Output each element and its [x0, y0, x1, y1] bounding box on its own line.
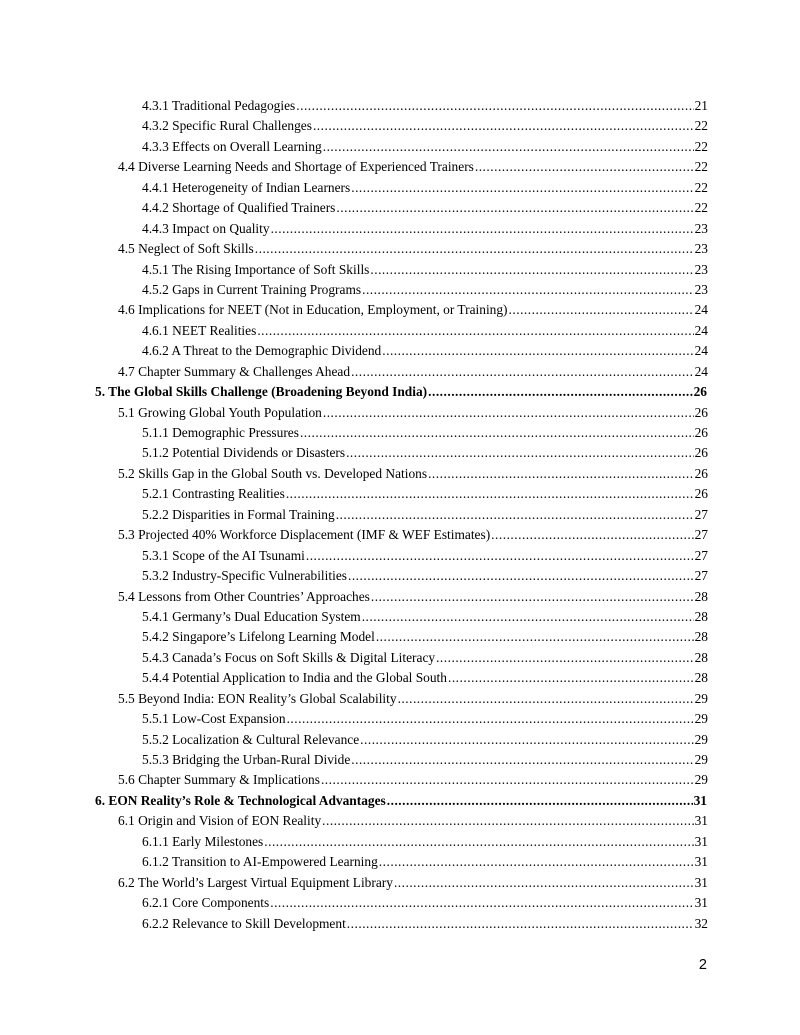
toc-entry-title: 5.5.3 Bridging the Urban-Rural Divide	[142, 752, 351, 767]
toc-entry[interactable]	[95, 791, 707, 811]
toc-entry-page-number: 28	[694, 608, 708, 624]
toc-entry[interactable]	[142, 137, 708, 157]
toc-entry-page-number: 23	[694, 220, 708, 236]
toc-entry-page-number: 22	[694, 200, 708, 216]
toc-entry-title: 4.6 Implications for NEET (Not in Education, Employment, or Training)	[118, 302, 508, 318]
toc-entry-page-number: 31	[693, 792, 707, 808]
dot-leader	[491, 525, 693, 545]
dot-leader	[346, 443, 694, 463]
dot-leader	[448, 668, 694, 688]
toc-entry-title: 6. EON Reality’s Role & Technological Advantages	[95, 792, 386, 808]
dot-leader	[336, 505, 694, 525]
toc-entry-page-number: 28	[694, 649, 708, 665]
dot-leader	[323, 137, 694, 157]
toc-entry[interactable]	[142, 832, 708, 852]
dot-leader	[270, 893, 693, 913]
toc-entry[interactable]	[118, 873, 708, 893]
dot-leader	[376, 627, 694, 647]
dot-leader	[287, 709, 694, 729]
dot-leader	[394, 873, 694, 893]
toc-entry[interactable]	[118, 770, 708, 790]
toc-entry-title: 5.2 Skills Gap in the Global South vs. Developed Nations	[118, 465, 428, 481]
toc-entry-title: 6.1 Origin and Vision of EON Reality	[118, 813, 322, 829]
toc-entry-title: 6.2.2 Relevance to Skill Development	[142, 915, 346, 931]
toc-entry-title: 4.3.1 Traditional Pedagogies	[142, 98, 296, 113]
table-of-contents	[0, 96, 800, 934]
dot-leader	[475, 157, 694, 177]
dot-leader	[296, 96, 693, 116]
toc-entry-title: 5.5.1 Low-Cost Expansion	[142, 711, 286, 727]
dot-leader	[313, 116, 694, 136]
toc-entry-page-number: 24	[694, 343, 708, 359]
toc-entry[interactable]	[142, 96, 708, 116]
toc-entry-page-number: 31	[694, 895, 708, 911]
toc-entry-title: 4.5.2 Gaps in Current Training Programs	[142, 281, 362, 297]
toc-entry-page-number: 26	[694, 445, 708, 461]
toc-entry-page-number: 23	[694, 241, 708, 257]
toc-entry-title: 6.1.2 Transition to AI-Empowered Learning	[142, 854, 378, 870]
toc-entry[interactable]	[142, 546, 708, 566]
toc-entry-page-number: 23	[694, 261, 708, 277]
toc-entry-page-number: 26	[694, 404, 708, 420]
toc-entry-page-number: 29	[694, 752, 708, 767]
toc-entry[interactable]	[142, 443, 708, 463]
dot-leader	[509, 300, 694, 320]
toc-entry-title: 5.5.2 Localization & Cultural Relevance	[142, 731, 360, 747]
toc-entry-title: 5.4 Lessons from Other Countries’ Approaches	[118, 588, 370, 604]
toc-entry-title: 5.3.2 Industry-Specific Vulnerabilities	[142, 568, 347, 584]
toc-entry-title: 5.4.1 Germany’s Dual Education System	[142, 608, 361, 624]
dot-leader	[286, 484, 694, 504]
toc-entry[interactable]	[118, 403, 708, 423]
toc-entry-page-number: 27	[694, 506, 708, 522]
toc-entry-page-number: 28	[694, 629, 708, 645]
toc-entry[interactable]	[118, 689, 708, 709]
toc-entry[interactable]	[142, 566, 708, 586]
dot-leader	[362, 280, 694, 300]
dot-leader	[255, 239, 694, 259]
toc-entry[interactable]	[95, 382, 707, 402]
dot-leader	[264, 832, 693, 852]
toc-entry[interactable]	[118, 587, 708, 607]
toc-entry[interactable]	[142, 505, 708, 525]
toc-entry-page-number: 29	[694, 731, 708, 747]
toc-entry-page-number: 32	[694, 915, 708, 931]
toc-entry[interactable]	[142, 607, 708, 627]
toc-entry[interactable]	[142, 260, 708, 280]
dot-leader	[436, 648, 694, 668]
dot-leader	[348, 566, 694, 586]
dot-leader	[428, 464, 694, 484]
toc-entry-page-number: 28	[694, 588, 708, 604]
toc-entry[interactable]	[142, 750, 708, 770]
toc-entry-title: 5.2.2 Disparities in Formal Training	[142, 506, 335, 522]
toc-entry[interactable]	[142, 668, 708, 688]
toc-entry-page-number: 26	[694, 486, 708, 502]
toc-entry-page-number: 29	[694, 711, 708, 727]
toc-entry[interactable]	[142, 709, 708, 729]
toc-entry[interactable]	[118, 811, 708, 831]
toc-entry-title: 5.4.4 Potential Application to India and the Global South	[142, 670, 447, 686]
toc-entry-page-number: 28	[694, 670, 708, 686]
toc-entry[interactable]	[118, 525, 708, 545]
toc-entry-title: 4.5.1 The Rising Importance of Soft Skills	[142, 261, 370, 277]
toc-entry-title: 4.3.2 Specific Rural Challenges	[142, 118, 312, 134]
toc-entry-page-number: 26	[693, 384, 707, 400]
toc-entry-page-number: 24	[694, 363, 708, 379]
toc-entry-title: 5.6 Chapter Summary & Implications	[118, 772, 320, 788]
dot-leader	[351, 362, 694, 382]
toc-entry-page-number: 31	[694, 854, 708, 870]
toc-entry-title: 4.4 Diverse Learning Needs and Shortage of Experienced Trainers	[118, 159, 474, 175]
toc-entry-page-number: 31	[694, 833, 708, 849]
toc-entry-page-number: 22	[694, 118, 708, 134]
toc-entry[interactable]	[142, 627, 708, 647]
toc-entry-page-number: 27	[694, 568, 708, 584]
toc-entry-title: 4.4.3 Impact on Quality	[142, 220, 270, 236]
dot-leader	[323, 403, 694, 423]
dot-leader	[428, 382, 692, 402]
toc-entry[interactable]	[142, 198, 708, 218]
toc-entry-title: 5. The Global Skills Challenge (Broadening Beyond India)	[95, 384, 428, 400]
toc-entry-title: 5.1 Growing Global Youth Population	[118, 404, 322, 420]
dot-leader	[370, 260, 693, 280]
toc-entry[interactable]	[118, 239, 708, 259]
dot-leader	[321, 770, 694, 790]
toc-entry[interactable]	[142, 341, 708, 361]
toc-entry-page-number: 29	[694, 772, 708, 788]
toc-entry-page-number: 22	[694, 138, 708, 154]
toc-entry-title: 4.4.1 Heterogeneity of Indian Learners	[142, 179, 351, 195]
toc-entry-title: 5.4.2 Singapore’s Lifelong Learning Model	[142, 629, 375, 645]
toc-entry-page-number: 27	[694, 547, 708, 563]
toc-entry[interactable]	[142, 484, 708, 504]
toc-entry-title: 5.1.1 Demographic Pressures	[142, 425, 299, 440]
toc-entry-title: 5.5 Beyond India: EON Reality’s Global Scalability	[118, 690, 397, 706]
page-number: 2	[698, 957, 707, 973]
toc-entry-title: 4.4.2 Shortage of Qualified Trainers	[142, 200, 336, 216]
toc-entry[interactable]	[118, 157, 708, 177]
toc-entry-title: 5.4.3 Canada’s Focus on Soft Skills & Digital Literacy	[142, 649, 436, 665]
toc-entry[interactable]	[118, 464, 708, 484]
dot-leader	[271, 219, 694, 239]
dot-leader	[347, 914, 694, 934]
toc-entry[interactable]	[118, 300, 708, 320]
dot-leader	[371, 587, 694, 607]
toc-entry-page-number: 31	[694, 874, 708, 890]
dot-leader	[336, 198, 693, 218]
toc-entry-page-number: 21	[694, 98, 708, 113]
toc-entry[interactable]	[142, 280, 708, 300]
toc-entry-title: 4.7 Chapter Summary & Challenges Ahead	[118, 363, 351, 379]
toc-entry[interactable]	[142, 648, 708, 668]
toc-entry-page-number: 29	[694, 690, 708, 706]
toc-entry-page-number: 31	[694, 813, 708, 829]
dot-leader	[362, 607, 694, 627]
toc-entry-page-number: 26	[694, 425, 708, 440]
toc-entry-title: 4.6.1 NEET Realities	[142, 322, 257, 338]
toc-entry-title: 6.1.1 Early Milestones	[142, 833, 264, 849]
toc-entry-page-number: 22	[694, 179, 708, 195]
toc-entry-title: 4.6.2 A Threat to the Demographic Dividend	[142, 343, 382, 359]
toc-entry[interactable]	[118, 362, 708, 382]
toc-entry-page-number: 24	[694, 322, 708, 338]
dot-leader	[382, 341, 693, 361]
toc-entry[interactable]	[142, 423, 708, 443]
toc-entry[interactable]	[142, 893, 708, 913]
toc-entry-title: 6.2 The World’s Largest Virtual Equipment Library	[118, 874, 393, 890]
toc-entry[interactable]	[142, 321, 708, 341]
toc-entry-page-number: 26	[694, 465, 708, 481]
dot-leader	[351, 750, 693, 770]
toc-entry-page-number: 27	[694, 527, 708, 543]
toc-entry-title: 6.2.1 Core Components	[142, 895, 270, 911]
dot-leader	[351, 178, 693, 198]
dot-leader	[300, 423, 694, 443]
toc-entry-title: 5.3.1 Scope of the AI Tsunami	[142, 547, 305, 563]
toc-entry[interactable]	[142, 178, 708, 198]
toc-entry-title: 5.2.1 Contrasting Realities	[142, 486, 285, 502]
toc-entry-title: 5.1.2 Potential Dividends or Disasters	[142, 445, 346, 461]
toc-entry-page-number: 22	[694, 159, 708, 175]
toc-entry[interactable]	[142, 852, 708, 872]
toc-entry[interactable]	[142, 730, 708, 750]
toc-entry-page-number: 24	[694, 302, 708, 318]
dot-leader	[379, 852, 694, 872]
toc-entry[interactable]	[142, 219, 708, 239]
dot-leader	[257, 321, 693, 341]
dot-leader	[398, 689, 694, 709]
dot-leader	[387, 791, 693, 811]
toc-entry-title: 4.3.3 Effects on Overall Learning	[142, 138, 322, 154]
toc-entry[interactable]	[142, 116, 708, 136]
dot-leader	[306, 546, 694, 566]
toc-entry[interactable]	[142, 914, 708, 934]
dot-leader	[322, 811, 693, 831]
toc-entry-page-number: 23	[694, 281, 708, 297]
toc-entry-title: 4.5 Neglect of Soft Skills	[118, 241, 254, 257]
toc-entry-title: 5.3 Projected 40% Workforce Displacement (IMF & WEF Estimates)	[118, 527, 491, 543]
dot-leader	[360, 730, 693, 750]
